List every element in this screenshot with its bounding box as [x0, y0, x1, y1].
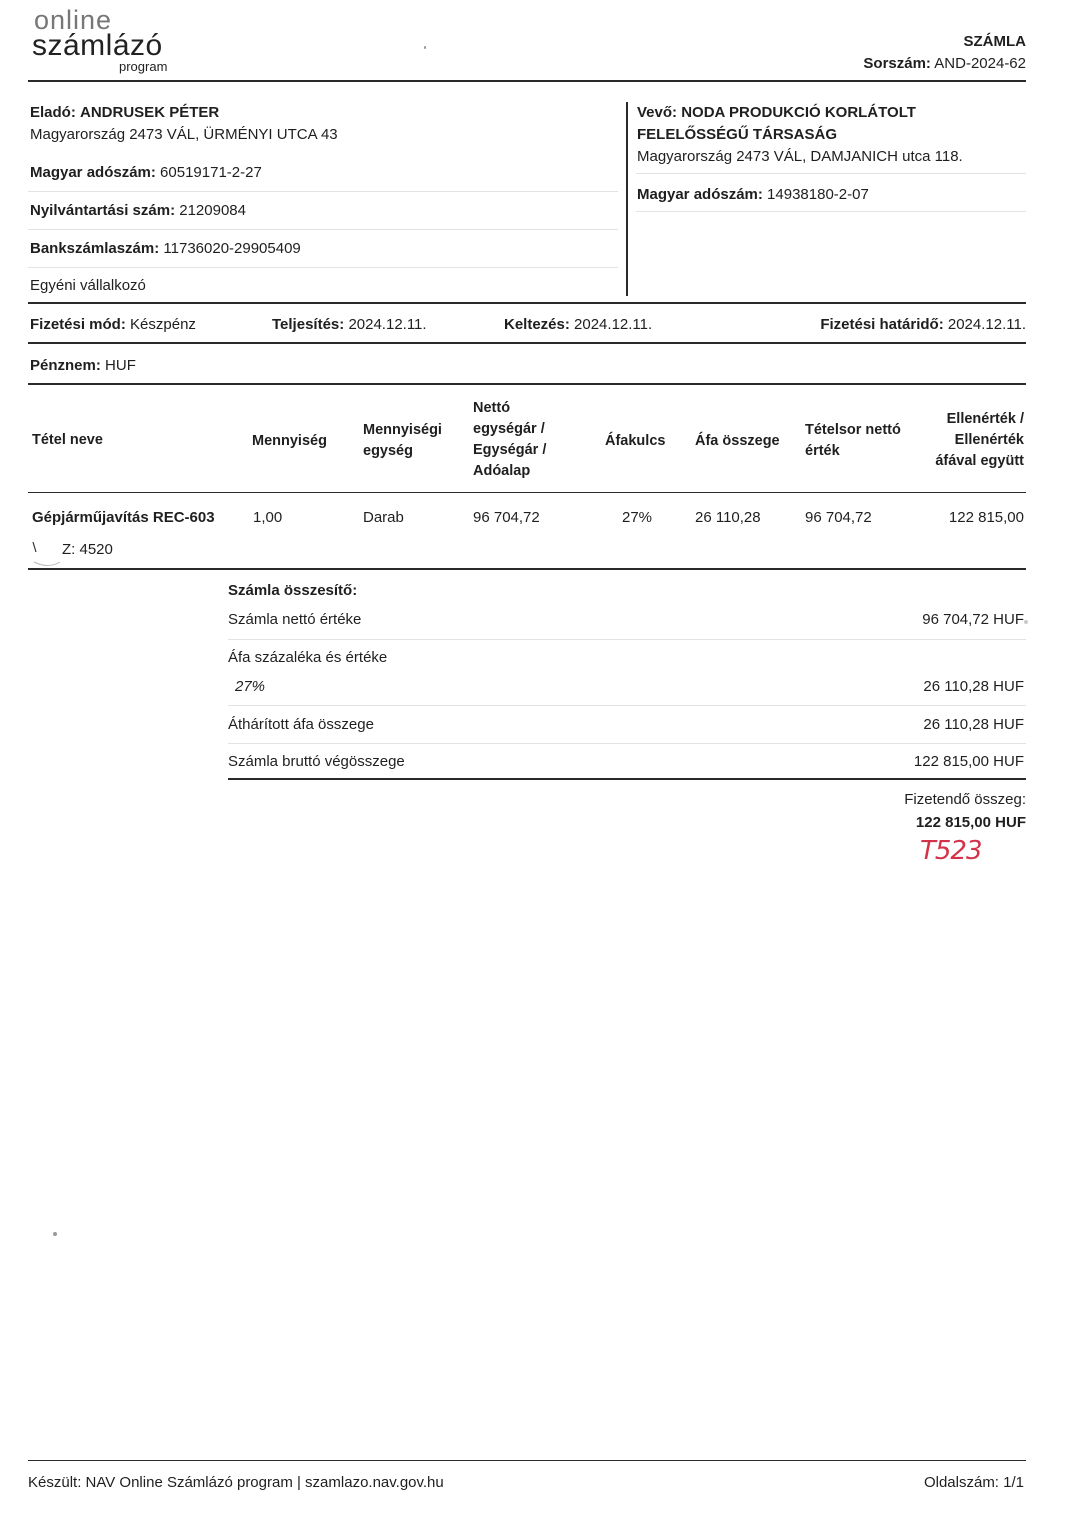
due-date-value: 2024.12.11. [947, 316, 1026, 333]
scan-speck [1024, 620, 1028, 624]
header-net-total [805, 420, 901, 462]
header-quantity: Mennyiség [252, 433, 327, 449]
buyer-name [637, 104, 916, 121]
table-header-divider [28, 492, 1026, 493]
serial-label: Sorszám: [863, 55, 931, 72]
row-note: Z: 4520 [62, 541, 113, 558]
due-date [820, 316, 1026, 333]
summary-net-value: 96 704,72 HUF [922, 611, 1024, 628]
due-date-label: Fizetési határidő: [820, 316, 944, 333]
seller-tax-label: Magyar adószám: [30, 164, 156, 181]
parties-divider [28, 302, 1026, 304]
payment-divider [28, 342, 1026, 344]
buyer-name-line-1: NODA PRODUKCIÓ KORLÁTOLT [681, 104, 916, 121]
table-top-border [28, 383, 1026, 385]
seller-address: Magyarország 2473 VÁL, ÜRMÉNYI UTCA 43 [30, 126, 338, 143]
seller-bank-value: 11736020-29905409 [163, 240, 301, 257]
summary-gross-value: 122 815,00 HUF [913, 753, 1024, 770]
summary-bottom-border [228, 778, 1026, 780]
currency-label: Pénznem: [30, 357, 101, 374]
performance-date [272, 316, 427, 333]
header-gross-line: áfával együtt [935, 453, 1024, 469]
buyer-tax-label: Magyar adószám: [637, 186, 763, 203]
summary-net-label: Számla nettó értéke [228, 611, 362, 628]
seller-divider [28, 191, 618, 192]
header-vat-rate: Áfakulcs [605, 433, 666, 449]
summary-vat-value: 26 110,28 HUF [923, 678, 1024, 695]
seller-name-value: ANDRUSEK PÉTER [80, 104, 220, 121]
buyer-tax-value: 14938180-2-07 [767, 186, 869, 203]
buyer-name-line-2: FELELŐSSÉGŰ TÁRSASÁG [637, 126, 838, 143]
payment-method-value: Készpénz [130, 316, 196, 333]
seller-tax-value: 60519171-2-27 [160, 164, 262, 181]
issue-date-value: 2024.12.11. [574, 316, 653, 333]
header-unit [363, 420, 442, 462]
summary-vat-label: Áfa százaléka és értéke [228, 649, 388, 666]
seller-registration [30, 202, 246, 219]
row-gross: 122 815,00 [948, 509, 1024, 526]
amount-due-label: Fizetendő összeg: [904, 791, 1026, 808]
header-gross-line: Ellenérték [954, 432, 1024, 448]
seller-bank-label: Bankszámlaszám: [30, 240, 160, 257]
payment-method-label: Fizetési mód: [30, 316, 126, 333]
seller-divider [28, 267, 618, 268]
summary-vat-rate: 27% [235, 678, 266, 695]
header-unit-price-line: Adóalap [473, 463, 531, 479]
summary-divider [228, 705, 1026, 706]
performance-date-label: Teljesítés: [272, 316, 345, 333]
amount-due-value: 122 815,00 HUF [915, 814, 1026, 831]
buyer-address: Magyarország 2473 VÁL, DAMJANICH utca 118. [637, 148, 963, 165]
row-vat-rate: 27% [622, 509, 653, 526]
serial-value: AND-2024-62 [934, 55, 1026, 72]
header-unit-price-line: Nettó [473, 400, 511, 416]
summary-passed-vat-value: 26 110,28 HUF [923, 716, 1024, 733]
summary-title: Számla összesítő: [228, 582, 358, 599]
currency-value: HUF [105, 357, 136, 374]
buyer-divider [636, 211, 1026, 212]
footer-made-with: Készült: NAV Online Számlázó program | szamlazo.nav.gov.hu [28, 1474, 444, 1491]
row-net-total: 96 704,72 [805, 509, 872, 526]
seller-reg-value: 21209084 [179, 202, 246, 219]
handwritten-note: T523 [920, 836, 982, 866]
logo-line-3: program [119, 59, 168, 74]
seller-divider [28, 229, 618, 230]
header-gross-line: Ellenérték / [946, 411, 1024, 427]
summary-divider [228, 743, 1026, 744]
scan-speck [53, 1232, 57, 1236]
header-unit-line: egység [363, 443, 413, 459]
issue-date [504, 316, 652, 333]
document-type: SZÁMLA [963, 33, 1026, 50]
row-item-name: Gépjárműjavítás REC-603 [32, 509, 215, 526]
currency [30, 357, 136, 374]
seller-type: Egyéni vállalkozó [30, 277, 146, 294]
serial-number [863, 55, 1026, 72]
buyer-label: Vevő: [637, 104, 678, 121]
header-item-name: Tétel neve [32, 432, 103, 448]
logo-line-1: online [34, 5, 113, 35]
seller-bank-account [30, 240, 301, 257]
buyer-divider [636, 173, 1026, 174]
summary-divider [228, 639, 1026, 640]
summary-passed-vat-label: Áthárított áfa összege [228, 716, 374, 733]
row-unit: Darab [363, 509, 404, 526]
footer-page-number: Oldalszám: 1/1 [923, 1474, 1024, 1491]
seller-label: Eladó: [30, 104, 76, 121]
seller-reg-label: Nyilvántartási szám: [30, 202, 176, 219]
seller-tax-number [30, 164, 262, 181]
header-vat-amount: Áfa összege [695, 433, 780, 449]
header-gross [935, 409, 1024, 472]
header-divider [28, 80, 1026, 82]
row-unit-price: 96 704,72 [473, 509, 540, 526]
party-separator [626, 102, 628, 296]
row-vat-amount: 26 110,28 [695, 509, 761, 526]
scan-mark-icon [28, 538, 68, 570]
header-net-total-line: Tételsor nettó [805, 422, 901, 438]
performance-date-value: 2024.12.11. [348, 316, 427, 333]
row-quantity: 1,00 [253, 509, 283, 526]
header-unit-price [473, 398, 546, 482]
header-unit-price-line: egységár / [473, 421, 545, 437]
header-unit-line: Mennyiségi [363, 422, 442, 438]
scan-speck [424, 46, 426, 49]
table-bottom-border [28, 568, 1026, 570]
header-unit-price-line: Egységár / [473, 442, 547, 458]
logo-line-2: számlázó [32, 29, 163, 62]
footer-divider [28, 1460, 1026, 1461]
summary-gross-label: Számla bruttó végösszege [228, 753, 405, 770]
payment-method [30, 316, 196, 333]
logo [32, 6, 192, 74]
seller-name [30, 104, 219, 121]
buyer-tax-number [637, 186, 869, 203]
issue-date-label: Keltezés: [504, 316, 570, 333]
header-net-total-line: érték [805, 443, 840, 459]
